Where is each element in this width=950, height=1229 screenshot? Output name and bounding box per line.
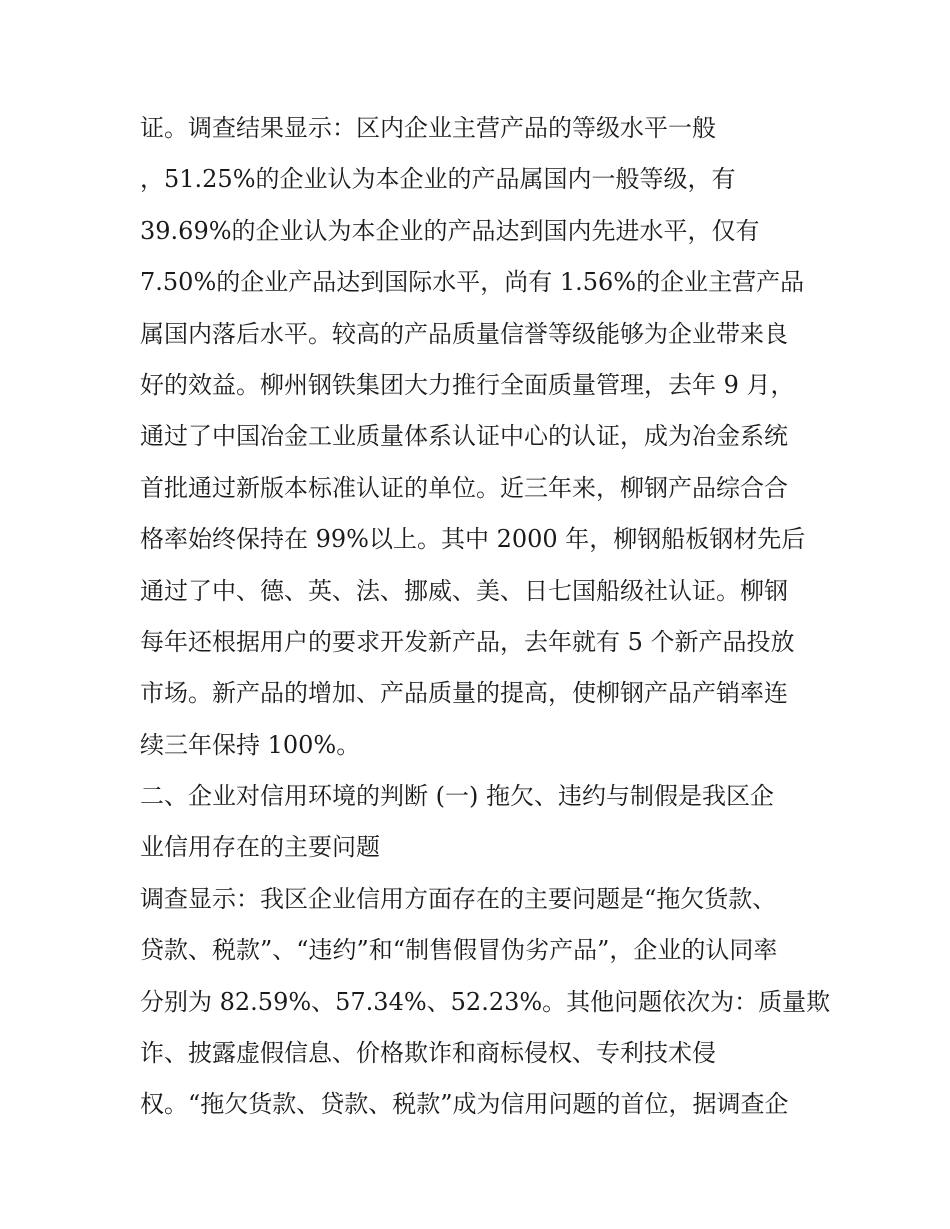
- text-line: 调查显示：我区企业信用方面存在的主要问题是“拖欠货款、: [140, 884, 777, 913]
- text-line: 通过了中、德、英、法、挪威、美、日七国船级社认证。柳钢: [140, 576, 788, 605]
- text-line: 属国内落后水平。较高的产品质量信誉等级能够为企业带来良: [140, 319, 788, 348]
- text-line: 市场。新产品的增加、产品质量的提高，使柳钢产品产销率连: [140, 679, 788, 708]
- text-line: 格率始终保持在 99%以上。其中 2000 年，柳钢船板钢材先后: [140, 525, 806, 554]
- section-heading-line: 二、企业对信用环境的判断 (一) 拖欠、违约与制假是我区企: [140, 782, 774, 811]
- text-line: 好的效益。柳州钢铁集团大力推行全面质量管理，去年 9 月，: [140, 370, 795, 399]
- text-line: 分别为 82.59%、57.34%、52.23%。其他问题依次为：质量欺: [140, 987, 831, 1016]
- text-line: 每年还根据用户的要求开发新产品，去年就有 5 个新产品投放: [140, 627, 795, 656]
- body-text: [140, 103, 831, 1131]
- text-line: 诈、披露虚假信息、价格欺诈和商标侵权、专利技术侵: [140, 1039, 716, 1068]
- text-line: 贷款、税款”、“违约”和“制售假冒伪劣产品”，企业的认同率: [140, 936, 778, 965]
- text-line: 7.50%的企业产品达到国际水平，尚有 1.56%的企业主营产品: [140, 268, 805, 297]
- text-line: 权。“拖欠货款、贷款、税款”成为信用问题的首位，据调查企: [140, 1090, 789, 1119]
- text-line: 39.69%的企业认为本企业的产品达到国内先进水平，仅有: [140, 216, 760, 245]
- section-heading-line: 业信用存在的主要问题: [140, 833, 380, 862]
- text-line: 续三年保持 100%。: [140, 730, 361, 759]
- text-line: 首批通过新版本标准认证的单位。近三年来，柳钢产品综合合: [140, 473, 788, 502]
- text-line: 证。调查结果显示：区内企业主营产品的等级水平一般: [140, 114, 716, 142]
- text-line: ，51.25%的企业认为本企业的产品属国内一般等级，有: [140, 165, 736, 194]
- text-line: 通过了中国冶金工业质量体系认证中心的认证，成为冶金系统: [140, 422, 788, 451]
